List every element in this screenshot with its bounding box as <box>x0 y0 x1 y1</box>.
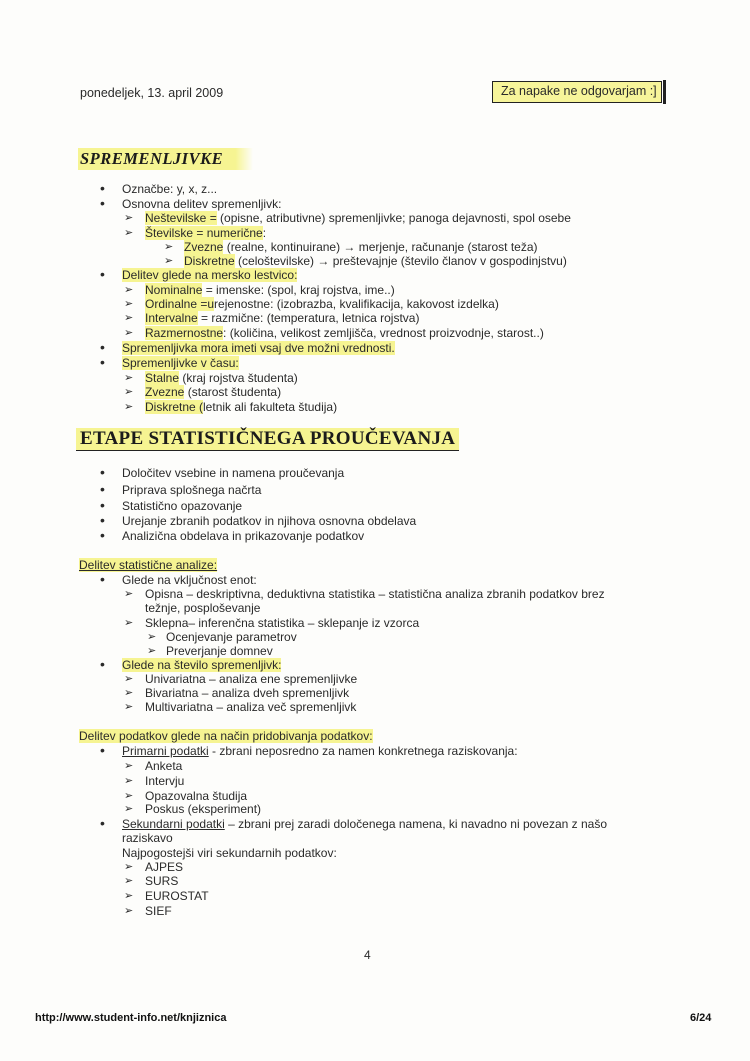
item-text: Univariatna – analiza ene spremenljivke <box>145 672 358 686</box>
list-item <box>145 371 298 385</box>
arrow-bullet-icon: ➢ <box>124 775 134 787</box>
arrow-bullet-icon: ➢ <box>124 875 134 887</box>
arrow-bullet-icon: ➢ <box>124 673 134 685</box>
list-item <box>145 789 247 803</box>
highlighted-text: Zvezne <box>145 385 185 399</box>
list-item <box>79 729 373 743</box>
list-item <box>122 466 344 480</box>
footer-url[interactable]: http://www.student-info.net/knjiznica <box>35 1012 227 1024</box>
item-text: : (količina, velikost zemljišča, vrednost proizvodnje, starost..) <box>223 326 544 340</box>
list-item <box>184 240 538 254</box>
bullet-icon: • <box>100 571 105 587</box>
arrow-bullet-icon: ➢ <box>124 212 134 224</box>
list-item <box>122 197 281 211</box>
arrow-bullet-icon: ➢ <box>124 687 134 699</box>
list-item <box>122 483 261 497</box>
bullet-icon: • <box>100 464 105 480</box>
item-text: (realne, kontinuirane) → merjenje, računanje (starost teža) <box>223 240 538 254</box>
highlighted-text: Delitev glede na mersko lestvico: <box>122 268 298 282</box>
item-text: Preverjanje domnev <box>166 644 273 658</box>
item-text: SURS <box>145 874 179 888</box>
list-item <box>122 341 395 355</box>
arrow-bullet-icon: ➢ <box>124 284 134 296</box>
item-text: raziskavo <box>122 831 173 845</box>
item-text: Glede na vključnost enot: <box>122 573 257 587</box>
highlighted-text: Delitev podatkov glede na način pridobivanja podatkov: <box>79 729 373 743</box>
highlighted-text: Razmernostne <box>145 326 224 340</box>
item-text: SIEF <box>145 904 172 918</box>
document-date: ponedeljek, 13. april 2009 <box>80 86 224 100</box>
list-item <box>145 385 281 399</box>
arrow-bullet-icon: ➢ <box>124 588 134 600</box>
arrow-bullet-icon: ➢ <box>124 227 134 239</box>
section-heading-etape: ETAPE STATISTIČNEGA PROUČEVANJA <box>76 428 459 451</box>
list-item <box>122 356 239 370</box>
list-item <box>122 573 257 587</box>
arrow-bullet-icon: ➢ <box>124 298 134 310</box>
highlighted-text: Diskretne <box>184 254 235 268</box>
arrow-bullet-icon: ➢ <box>124 617 134 629</box>
highlighted-text: Intervalne <box>145 311 198 325</box>
bullet-icon: • <box>100 195 105 211</box>
item-text: Urejanje zbranih podatkov in njihova osnovna obdelava <box>122 514 417 528</box>
arrow-bullet-icon: ➢ <box>164 241 174 253</box>
bullet-icon: • <box>100 512 105 528</box>
item-text: Statistično opazovanje <box>122 499 243 513</box>
item-text: Priprava splošnega načrta <box>122 483 262 497</box>
arrow-bullet-icon: ➢ <box>124 312 134 324</box>
highlighted-text: Nominalne <box>145 283 203 297</box>
item-text: : <box>262 226 267 240</box>
list-item <box>145 686 349 700</box>
item-text: (starost študenta) <box>184 385 282 399</box>
list-item <box>145 889 209 903</box>
list-item <box>122 817 607 831</box>
arrow-bullet-icon: ➢ <box>124 372 134 384</box>
bullet-icon: • <box>100 527 105 543</box>
highlighted-text: Spremenljivka mora imeti vsaj dve možni vrednosti. <box>122 341 395 355</box>
list-item <box>122 658 281 672</box>
disclaimer-box: Za napake ne odgovarjam :] <box>492 81 662 103</box>
list-item <box>122 831 173 845</box>
item-text: Osnovna delitev spremenljivk: <box>122 197 282 211</box>
item-text: težnje, posploševanje <box>145 601 261 615</box>
item-text: – zbrani prej zaradi določenega namena, ki navadno ni povezan z našo <box>224 817 608 831</box>
list-item <box>122 182 217 196</box>
highlighted-text: Neštevilske = <box>145 211 217 225</box>
list-item <box>79 558 217 572</box>
item-text: (kraj rojstva študenta) <box>179 371 298 385</box>
list-item <box>145 860 183 874</box>
highlighted-text: Diskretne ( <box>145 400 204 414</box>
bullet-icon: • <box>100 266 105 282</box>
list-item <box>145 904 172 918</box>
bullet-icon: • <box>100 656 105 672</box>
arrow-bullet-icon: ➢ <box>124 890 134 902</box>
item-text: Opisna – deskriptivna, deduktivna statistika – statistična analiza zbranih podatkov brez <box>145 587 605 601</box>
highlighted-text: Glede na število spremenljivk: <box>122 658 282 672</box>
item-text: = imenske: (spol, kraj rojstva, ime..) <box>202 283 395 297</box>
bullet-icon: • <box>100 497 105 513</box>
underlined-term: Primarni podatki <box>122 744 209 758</box>
highlighted-text: Spremenljivke v času: <box>122 356 239 370</box>
highlighted-text: Ordinalne =u <box>145 297 215 311</box>
list-item <box>145 311 419 325</box>
list-item <box>122 529 364 543</box>
list-item <box>145 874 178 888</box>
bullet-icon: • <box>100 354 105 370</box>
arrow-bullet-icon: ➢ <box>147 631 157 643</box>
list-item <box>145 326 544 340</box>
arrow-bullet-icon: ➢ <box>124 760 134 772</box>
arrow-bullet-icon: ➢ <box>124 386 134 398</box>
arrow-bullet-icon: ➢ <box>164 255 174 267</box>
item-text: Poskus (eksperiment) <box>145 802 262 816</box>
page-number: 4 <box>364 948 371 962</box>
item-text: Analizična obdelava in prikazovanje podatkov <box>122 529 365 543</box>
list-item <box>122 514 416 528</box>
item-text: letnik ali fakulteta študija) <box>203 400 338 414</box>
item-text: (celoštevilske) → preštevajnje (število članov v gospodinjstvu) <box>234 254 567 268</box>
list-item <box>166 630 297 644</box>
item-text: rejenostne: (izobrazba, kvalifikacija, kakovost izdelka) <box>214 297 499 311</box>
arrow-bullet-icon: ➢ <box>124 803 134 815</box>
section-heading-spremenljivke: SPREMENLJIVKE <box>78 148 253 170</box>
item-text: Ocenjevanje parametrov <box>166 630 297 644</box>
item-text: Najpogostejši viri sekundarnih podatkov: <box>122 846 337 860</box>
arrow-bullet-icon: ➢ <box>124 401 134 413</box>
item-text: EUROSTAT <box>145 889 209 903</box>
list-item <box>122 268 297 282</box>
item-text: Označbe: y, x, z... <box>122 182 218 196</box>
list-item <box>145 587 605 601</box>
highlighted-text: Številske = numerične <box>145 226 263 240</box>
arrow-bullet-icon: ➢ <box>124 701 134 713</box>
arrow-bullet-icon: ➢ <box>124 861 134 873</box>
bullet-icon: • <box>100 180 105 196</box>
list-item <box>145 700 356 714</box>
list-item <box>145 226 266 240</box>
list-item <box>184 254 567 268</box>
arrow-bullet-icon: ➢ <box>147 645 157 657</box>
item-text: Anketa <box>145 759 183 773</box>
list-item <box>145 672 357 686</box>
item-text: = razmične: (temperatura, letnica rojstva) <box>197 311 420 325</box>
list-item <box>145 283 395 297</box>
item-text: Intervju <box>145 774 185 788</box>
item-text: - zbrani neposredno za namen konkretnega raziskovanja: <box>208 744 518 758</box>
item-text: (opisne, atributivne) spremenljivke; panoga dejavnosti, spol osebe <box>216 211 571 225</box>
list-item <box>145 400 337 414</box>
item-text: Multivariatna – analiza več spremenljivk <box>145 700 357 714</box>
list-item <box>145 297 499 311</box>
item-text: AJPES <box>145 860 184 874</box>
arrow-bullet-icon: ➢ <box>124 327 134 339</box>
item-text: Sklepna– inferenčna statistika – sklepanje iz vzorca <box>145 616 420 630</box>
list-item <box>145 802 261 816</box>
bullet-icon: • <box>100 339 105 355</box>
list-item <box>145 601 260 615</box>
arrow-bullet-icon: ➢ <box>124 905 134 917</box>
list-item <box>145 211 571 225</box>
item-text: Bivariatna – analiza dveh spremenljivk <box>145 686 350 700</box>
bullet-icon: • <box>100 815 105 831</box>
item-text: Opazovalna študija <box>145 789 248 803</box>
item-text: Določitev vsebine in namena proučevanja <box>122 466 345 480</box>
underlined-term: Sekundarni podatki <box>122 817 225 831</box>
list-item <box>166 644 273 658</box>
list-item <box>145 616 419 630</box>
list-item <box>122 846 337 860</box>
arrow-bullet-icon: ➢ <box>124 790 134 802</box>
footer-page-count: 6/24 <box>690 1012 712 1024</box>
bullet-icon: • <box>100 742 105 758</box>
highlighted-text: Delitev statistične analize: <box>79 558 218 572</box>
highlighted-text: Zvezne <box>184 240 224 254</box>
list-item <box>122 744 518 758</box>
list-item <box>122 499 242 513</box>
list-item <box>145 774 184 788</box>
highlighted-text: Stalne <box>145 371 180 385</box>
bullet-icon: • <box>100 481 105 497</box>
list-item <box>145 759 182 773</box>
